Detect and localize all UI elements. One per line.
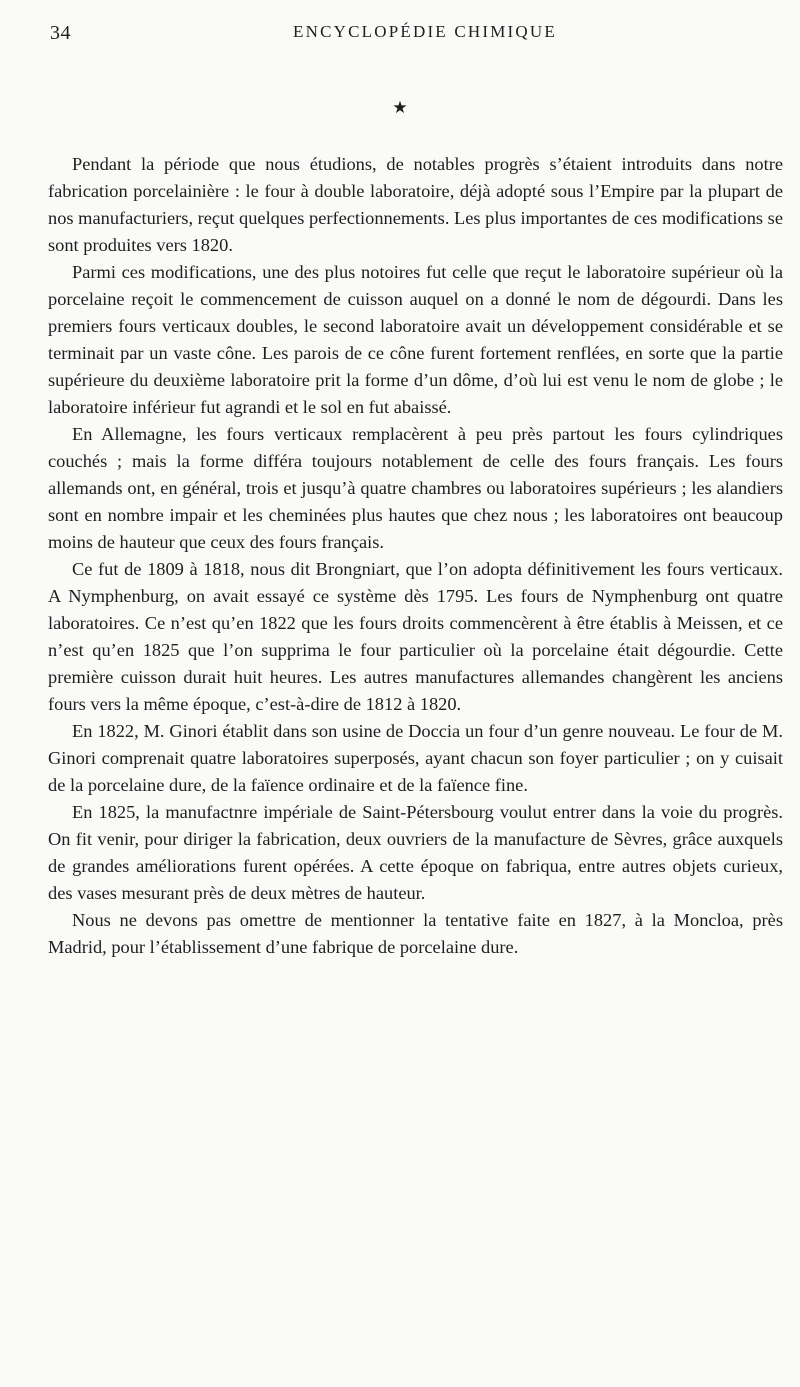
paragraph: Pendant la période que nous étudions, de notables progrès s’étaient introduits dans notre fabrication porcelainière : le four à double laboratoire, déjà adopté sous l’Empire par la plupart de nos manufacturiers, reçut quelques perfectionnements. Les plus importantes de ces modifications se sont produites vers 1820. bbox=[48, 154, 783, 255]
paragraph: Parmi ces modifications, une des plus notoires fut celle que reçut le laboratoire supérieur où la porcelaine reçoit le commencement de cuisson auquel on a donné le nom de dégourdi. Dans les premiers fours verticaux doubles, le second laboratoire avait un développement considérable et se terminait par un vaste cône. Les parois de ce cône furent fortement renflées, en sorte que la partie supérieure du deuxième laboratoire prit la forme d’un dôme, d’où lui est venu le nom de globe ; le laboratoire inférieur fut agrandi et le sol en fut abaissé. bbox=[48, 262, 783, 417]
body-text bbox=[48, 151, 783, 961]
paragraph: Nous ne devons pas omettre de mentionner la tentative faite en 1827, à la Moncloa, près Madrid, pour l’établissement d’une fabrique de porcelaine dure. bbox=[48, 910, 783, 957]
page-number: 34 bbox=[50, 22, 71, 44]
running-title: ENCYCLOPÉDIE CHIMIQUE bbox=[293, 22, 557, 41]
paragraph: Ce fut de 1809 à 1818, nous dit Brongniart, que l’on adopta définitivement les fours verticaux. A Nymphenburg, on avait essayé ce système dès 1795. Les fours de Nymphenburg ont quatre laboratoires. Ce n’est qu’en 1822 que les fours droits commencèrent à être établis à Meissen, et ce n’est qu’en 1825 que l’on supprima le four particulier où la porcelaine était dégourdie. Cette première cuisson durait huit heures. Les autres manufactures allemandes changèrent les anciens fours vers la même époque, c’est-à-dire de 1812 à 1820. bbox=[48, 559, 783, 714]
paragraph: En 1825, la manufactnre impériale de Saint-Pétersbourg voulut entrer dans la voie du progrès. On fit venir, pour diriger la fabrication, deux ouvriers de la manufacture de Sèvres, grâce auxquels de grandes améliorations furent opérées. A cette époque on fabriqua, entre autres objets curieux, des vases mesurant près de deux mètres de hauteur. bbox=[48, 802, 783, 903]
paragraph: En 1822, M. Ginori établit dans son usine de Doccia un four d’un genre nouveau. Le four de M. Ginori comprenait quatre laboratoires superposés, ayant chacun son foyer particulier ; on y cuisait de la porcelaine dure, de la faïence ordinaire et de la faïence fine. bbox=[48, 721, 783, 795]
running-header bbox=[50, 22, 770, 46]
star-ornament-icon: ★ bbox=[392, 98, 408, 118]
paragraph: En Allemagne, les fours verticaux remplacèrent à peu près partout les fours cylindriques couchés ; mais la forme différa toujours notablement de celle des fours français. Les fours allemands ont, en général, trois et jusqu’à quatre chambres ou laboratoires supérieurs ; les alandiers sont en nombre impair et les cheminées plus hautes que chez nous ; les laboratoires ont beaucoup moins de hauteur que ceux des fours français. bbox=[48, 424, 783, 552]
